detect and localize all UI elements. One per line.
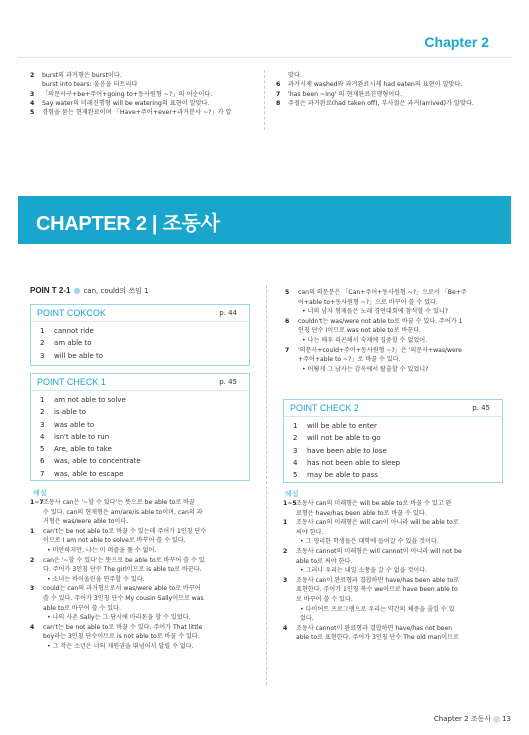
translation-text: 너의 남자 형제들은 노래 경연대회에 참석할 수 있니? [307, 308, 448, 316]
explanation-text: 표현한다. 주어가 1인칭 복수 we이므로 have been able to [296, 586, 458, 594]
footer-text: Chapter 2 조동사 [433, 715, 492, 723]
answer-number: 7 [40, 469, 45, 478]
explanation-number: 6 [285, 317, 290, 325]
answer-text: 과거시제 washed와 과거완료시제 had eaten의 표현이 알맞다. [288, 81, 463, 89]
explanation-text: 써야 한다. [296, 528, 324, 536]
explanation-text: could는 can의 과거형으로서 was/were able to로 바꾸어 [43, 585, 201, 593]
explanation-number: 2 [283, 547, 288, 555]
answer-number: 4 [30, 99, 35, 107]
explanation-number: 4 [30, 623, 35, 631]
explanation-line [283, 585, 511, 595]
answer-text: was, able to concentrate [54, 457, 141, 466]
explanation-line [30, 594, 252, 604]
explanation-line [30, 623, 252, 633]
answer-row [31, 431, 249, 443]
explanation-text: can의 의문문은 「Can+주어+동사원형 ~?」으로서 「Be+주 [298, 289, 467, 296]
answer-text: burst의 과거형은 burst이다. [42, 72, 122, 79]
answer-number: 8 [276, 99, 281, 107]
explanation-text: 조동사 can의 미래형은 will be able to로 바꿀 수 있고 완 [296, 500, 452, 507]
answer-text: is able to [54, 408, 87, 417]
translation-line [285, 307, 511, 317]
point-check-1-box [30, 373, 250, 481]
explanation-line [285, 317, 511, 327]
answer-text: have been able to lose [307, 446, 387, 455]
translation-text: 나의 사촌 Sally는 그 당시에 마라톤을 할 수 있었다. [52, 614, 191, 622]
translation-line [283, 566, 511, 576]
explanation-text: '의문사+could+주어+동사원형 ~?」은 '의문사+was/were [298, 346, 462, 354]
answer-number: 3 [40, 420, 45, 429]
answer-row [284, 445, 502, 457]
explanation-text: 조동사 can의 미래형은 will can이 아니라 will be able to로 [296, 519, 459, 527]
translation-text: 나는 매우 피곤해서 숙제에 집중할 수 없었어. [307, 336, 428, 344]
page-footer [434, 714, 511, 724]
explanation-text: able to로 바꾸어 쓸 수 있다. [43, 604, 121, 612]
explanation-line [283, 557, 511, 567]
translation-line [283, 537, 511, 547]
box-header [31, 305, 249, 322]
answer-number: 2 [40, 339, 45, 348]
explanation-text: able to로 표현한다. 주어가 3인칭 단수 The old man이므로 [296, 634, 459, 642]
explanation-number: 2 [30, 556, 35, 564]
answer-text: will be able to enter [307, 422, 377, 430]
explanation-text: 이므로 I am not able to solve로 바꾸어 쓸 수 있다. [43, 537, 186, 545]
answer-row [284, 420, 502, 432]
explanation-line [283, 518, 511, 528]
banner-title: CHAPTER 2 | 조동사 [36, 213, 220, 235]
answer-text: 경험을 묻는 현재완료이며 「Have+주어+ever+과거분사 ~?」가 알 [42, 109, 232, 117]
explanation-text: can은 '~할 수 있다'는 뜻으로 be able to로 바꾸어 쓸 수 있 [43, 556, 205, 564]
bullet-icon: • [302, 308, 308, 316]
explanation-label: 해설 [33, 489, 47, 497]
answer-line [30, 109, 258, 118]
translation-line [30, 575, 252, 585]
explanation-text: 료형은 have/has been able to로 바꿀 수 있다. [296, 509, 427, 517]
answer-number: 5 [293, 471, 298, 480]
explanation-number: 1~7 [30, 499, 44, 506]
explanation-line [285, 298, 511, 308]
chapter-title: Chapter 2 [424, 34, 489, 50]
answer-text: Say water의 미래진행형 will be watering의 표현이 알맞다. [42, 99, 210, 107]
translation-text: 다이어트 프로그램으로 우리는 약간의 체중을 줄일 수 있 [305, 605, 455, 613]
explanation-line [30, 604, 252, 614]
explanation-text: able to로 써야 한다. [296, 557, 353, 565]
bullet-icon: • [300, 538, 306, 546]
explanation-line [285, 288, 511, 298]
answer-text: 'has been ~ing' 의 현재완료진행형이다. [288, 90, 403, 98]
box-header [31, 374, 249, 391]
explanation-number: 3 [30, 585, 35, 593]
translation-line [285, 365, 511, 375]
page-header [0, 0, 529, 60]
explanation-line [285, 326, 511, 336]
box-title: POINT CHECK 1 [37, 377, 106, 387]
answer-row [31, 419, 249, 431]
box-title: POINT COKCOK [37, 308, 106, 318]
explanation-text: 로 바꾸어 쓸 수 있다. [296, 595, 353, 603]
explanation-text: 조동사 cannot의 미래형은 will cannot이 아니라 will not be [296, 547, 462, 555]
answer-line [30, 100, 258, 109]
answer-row [31, 394, 249, 406]
answer-row [284, 432, 502, 444]
answer-text: may be able to pass [307, 471, 378, 480]
explanation-number: 7 [285, 346, 290, 354]
explanation-text: 쓸 수 있다. 주어가 3인칭 단수 My cousin Sally이므로 was [43, 594, 204, 602]
bullet-icon: • [300, 605, 306, 613]
answer-text: was able to [54, 420, 95, 429]
answer-row [31, 406, 249, 418]
answer-number: 3 [30, 90, 35, 98]
answer-number: 6 [40, 457, 45, 466]
point-desc: can, could의 쓰임 1 [83, 287, 149, 295]
explanation-line [283, 509, 511, 519]
left-explanations [30, 498, 252, 652]
answer-text: cannot ride [54, 327, 94, 335]
answer-row [284, 457, 502, 469]
explanation-text: 수 있다. can의 현재형은 am/are/is able to이며, can의 과 [43, 508, 203, 516]
bullet-icon: • [47, 575, 53, 583]
translation-text: 그 영리한 학생들은 대학에 들어갈 수 있을 것이다. [305, 538, 439, 546]
explanation-line [283, 547, 511, 557]
chapter-banner [18, 196, 511, 244]
answer-row [31, 350, 249, 362]
box-title: POINT CHECK 2 [290, 403, 359, 413]
explanation-number: 3 [283, 576, 288, 584]
translation-text: 미안하지만, 나는 이 퍼즐을 풀 수 없어. [52, 546, 157, 554]
explanation-label: 해설 [285, 490, 299, 498]
translation-text: 그 작은 소년은 너의 재원권을 뛰넘어서 달릴 수 없다. [52, 642, 194, 650]
answer-text: am not able to solve [54, 396, 126, 404]
explanation-text: 조동사 can은 '~할 수 있다'는 뜻으로 be able to로 바꿀 [43, 499, 195, 506]
explanation-line [283, 595, 511, 605]
answer-line [30, 91, 258, 100]
bullet-icon: • [302, 336, 308, 344]
explanation-line [30, 498, 252, 508]
answer-text: 맞다. [288, 72, 302, 79]
answer-number: 2 [40, 408, 45, 417]
explanation-number: 5 [285, 289, 290, 296]
explanation-line [283, 499, 511, 509]
translation-line [30, 642, 252, 652]
answer-number: 1 [293, 422, 298, 430]
box-page: p. 44 [219, 309, 237, 317]
point-title: POIN T 2-1 [30, 286, 71, 295]
bullet-icon: • [47, 546, 53, 554]
explanation-line [283, 624, 511, 634]
translation-line [283, 605, 511, 615]
box-page: p. 45 [219, 378, 237, 386]
explanation-text: 어+able to+동사원형 ~?」으로 바꾸어 쓸 수 있다. [298, 298, 438, 306]
answer-line [276, 81, 516, 90]
explanation-text: 거형은 was/were able to이다. [43, 518, 129, 526]
translation-line [283, 614, 511, 624]
answer-text: was, able to escape [54, 469, 124, 478]
answer-text: isn't able to run [54, 432, 110, 441]
translation-text: 어떻게 그 남자는 감옥에서 탈출할 수 있었니? [307, 365, 429, 373]
page-number: 13 [502, 715, 511, 723]
answer-number: 7 [276, 90, 281, 98]
answer-row [31, 443, 249, 455]
explanation-line [30, 584, 252, 594]
answer-text: am able to [54, 339, 92, 348]
explanation-text: can't는 be not able to로 바꿀 수 있다. 주어가 That little [43, 623, 203, 631]
answer-text: will not be able to go [307, 434, 381, 443]
answer-number: 4 [40, 432, 45, 441]
answer-line [276, 100, 516, 109]
answer-line [276, 72, 516, 81]
explanation-number: 1~5 [283, 500, 297, 507]
explanation-text: 조동사 can이 완료형과 결합하면 have/has been able to로 [296, 576, 460, 584]
answer-number: 6 [276, 81, 281, 89]
explanation-text: can't는 be not able to로 바꿀 수 있는데 주어가 1인칭 단수 [43, 527, 207, 535]
box-page: p. 45 [472, 404, 490, 412]
bullet-icon: • [302, 365, 308, 373]
bullet-icon: • [300, 567, 306, 575]
answer-row [284, 469, 502, 481]
answer-line [30, 72, 258, 81]
translation-text: 그러나 우리는 내일 소풍을 갈 수 없을 것이다. [305, 567, 428, 575]
column-divider [264, 70, 265, 130]
answer-line [276, 91, 516, 100]
explanation-text: +주어+able to ~?」로 바꿀 수 있다. [298, 356, 401, 364]
answer-number: 2 [30, 72, 35, 79]
point-heading [30, 286, 149, 296]
answer-number: 3 [40, 351, 45, 360]
box-header [284, 400, 502, 417]
translation-text: 었다. [300, 615, 314, 623]
page-dot-icon [493, 716, 500, 723]
bullet-icon: • [47, 614, 53, 622]
explanation-line [30, 536, 252, 546]
explanation-text: 조동사 cannot이 완료형과 결합하면 have/has not been [296, 624, 453, 632]
answer-text: 「의문사구+be+주어+going to+동사원형 ~?」의 어순이다. [42, 90, 213, 98]
answer-number: 5 [40, 445, 45, 454]
explanation-line [283, 528, 511, 538]
answer-row [31, 468, 249, 480]
explanation-text: boy라는 3인칭 단수이므로 is not able to로 바꿀 수 있다. [43, 633, 200, 641]
answer-row [31, 455, 249, 467]
explanation-text: 인칭 단수 I이므로 was not able to로 바꾼다. [298, 327, 422, 335]
answer-number: 2 [293, 434, 298, 443]
explanation-line [283, 576, 511, 586]
explanation-line [30, 565, 252, 575]
explanation-line [30, 527, 252, 537]
explanation-line [30, 517, 252, 527]
explanation-number: 1 [30, 527, 35, 535]
answer-number: 1 [40, 396, 45, 404]
right-top-explanations [285, 288, 511, 374]
explanation-text: 다. 주어가 3인칭 단수 The girl이므로 is able to로 바꾼다. [43, 566, 202, 574]
column-divider [266, 285, 267, 685]
answer-text: has not been able to sleep [307, 458, 401, 467]
explanation-number: 4 [283, 624, 288, 632]
point-cokcok-box [30, 304, 250, 366]
explanation-number: 1 [283, 519, 288, 527]
header-rule [18, 57, 511, 58]
explanation-line [283, 633, 511, 643]
right-explanations [283, 499, 511, 643]
answer-text: burst into tears: 울음을 터트리다 [42, 81, 138, 89]
translation-line [30, 613, 252, 623]
answer-number: 5 [30, 109, 35, 117]
answer-number: 4 [293, 458, 298, 467]
explanation-line [30, 508, 252, 518]
explanation-line [30, 632, 252, 642]
answer-text: Are, able to take [54, 445, 112, 454]
translation-line [285, 336, 511, 346]
bullet-dot-icon [74, 288, 80, 294]
explanation-text: couldn't는 was/were not able to로 바꿀 수 있다. 주어가 1 [298, 317, 463, 325]
explanation-line [285, 355, 511, 365]
point-check-2-box [283, 399, 503, 483]
answer-line [30, 81, 258, 90]
answer-row [31, 325, 249, 337]
answer-row [31, 337, 249, 349]
translation-text: 소녀는 바이올린을 연주할 수 있다. [52, 575, 145, 583]
explanation-line [30, 556, 252, 566]
bullet-icon: • [47, 642, 53, 650]
answer-text: 주절은 과거완료(had taken off), 부사절은 과거(arrived)가 알맞다. [288, 99, 474, 107]
answer-number: 3 [293, 446, 298, 455]
answer-number: 1 [40, 327, 45, 335]
answer-text: will be able to [54, 351, 103, 360]
translation-line [30, 546, 252, 556]
explanation-line [285, 346, 511, 356]
